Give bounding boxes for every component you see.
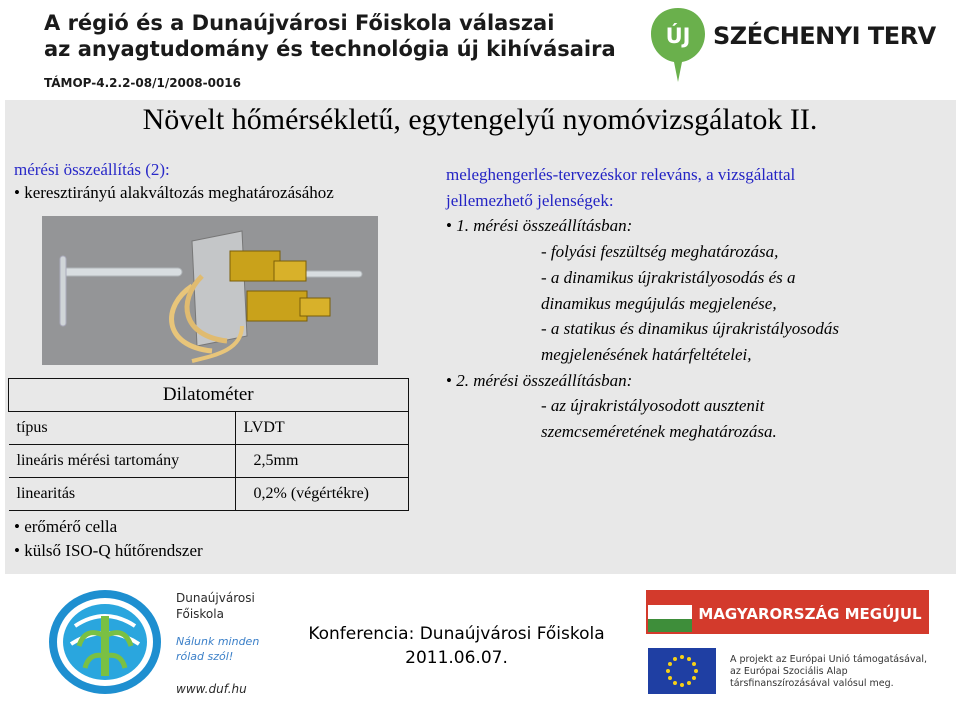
eu-flag-icon	[648, 648, 716, 694]
phenomena-list	[446, 162, 946, 445]
header-title-line2: az anyagtudomány és technológia új kihívásaira	[44, 37, 616, 61]
setup2-row	[446, 368, 946, 394]
dilatometer-table	[8, 378, 409, 511]
project-code: TÁMOP-4.2.2-08/1/2008-0016	[44, 76, 241, 90]
college-logo-icon	[45, 586, 165, 698]
header-title-line1: A régió és a Dunaújvárosi Főiskola válaszai	[44, 11, 555, 35]
phenomena-intro-2: jellemezhető jelenségek:	[446, 190, 614, 210]
setup2-item: - az újrakristályosodott ausztenit	[541, 396, 765, 416]
table-cell-value: 2,5mm	[235, 445, 408, 478]
slide-title: Növelt hőmérsékletű, egytengelyű nyomóvizsgálatok II.	[142, 103, 818, 136]
setup1-row	[446, 213, 946, 239]
conference-name: Konferencia: Dunaújvárosi Főiskola	[308, 624, 605, 644]
setup-bullet-1: • keresztirányú alakváltozás meghatározásához	[14, 183, 334, 202]
college-slogan-line1: Nálunk minden	[176, 635, 260, 648]
conference-date: 2011.06.07.	[405, 648, 508, 668]
phenomena-intro-1: meleghengerlés-tervezéskor releváns, a vizsgálattal	[446, 165, 796, 184]
setup1-item: dinamikus megújulás megjelenése,	[541, 293, 777, 313]
setup-bullet-3: • külső ISO-Q hűtőrendszer	[14, 541, 203, 560]
table-heading: Dilatométer	[9, 379, 409, 412]
setup1-item: megjelenésének határfeltételei,	[541, 344, 752, 364]
college-name-line2: Főiskola	[176, 607, 224, 621]
college-slogan-line2: rólad szól!	[176, 650, 234, 663]
college-name	[176, 590, 255, 622]
college-name-line1: Dunaújvárosi	[176, 591, 255, 605]
conference-info	[304, 622, 609, 670]
setup1-item: - a statikus és dinamikus újrakristályosodás	[541, 319, 839, 339]
setup-heading: mérési összeállítás (2):	[14, 160, 170, 179]
college-url: www.duf.hu	[176, 682, 247, 696]
setup-bullet-2: • erőmérő cella	[14, 517, 118, 536]
badge-text: ÚJ	[665, 24, 691, 48]
college-slogan	[176, 634, 259, 664]
eu-text-line1: A projekt az Európai Unió támogatásával,	[730, 654, 927, 665]
setup2-bullet: •	[446, 370, 457, 390]
eu-text-line2: az Európai Szociális Alap	[730, 666, 848, 677]
table-cell-value: LVDT	[235, 412, 408, 445]
magyarorszag-megujul-logo	[646, 590, 929, 634]
mm-text: MAGYARORSZÁG MEGÚJUL	[698, 605, 922, 623]
szechenyi-logo-icon	[648, 6, 708, 84]
table-cell-label: lineáris mérési tartomány	[9, 445, 236, 478]
apparatus-photo	[42, 216, 378, 365]
setup2-item: szemcseméretének meghatározása.	[541, 422, 777, 442]
eu-support-text	[730, 654, 927, 690]
table-cell-label: linearitás	[9, 478, 236, 511]
setup2-label: 2. mérési összeállításban:	[456, 370, 633, 390]
setup1-item: - folyási feszültség meghatározása,	[541, 242, 779, 262]
program-name: SZÉCHENYI TERV	[713, 22, 936, 50]
table-cell-label: típus	[9, 412, 236, 445]
eu-text-line3: társfinanszírozásával valósul meg.	[730, 678, 894, 689]
header-title	[44, 10, 616, 62]
table-cell-value: 0,2% (végértékre)	[235, 478, 408, 511]
setup1-item: - a dinamikus újrakristályosodás és a	[541, 267, 796, 287]
setup1-bullet: •	[446, 216, 457, 236]
setup1-label: 1. mérési összeállításban:	[456, 216, 633, 236]
